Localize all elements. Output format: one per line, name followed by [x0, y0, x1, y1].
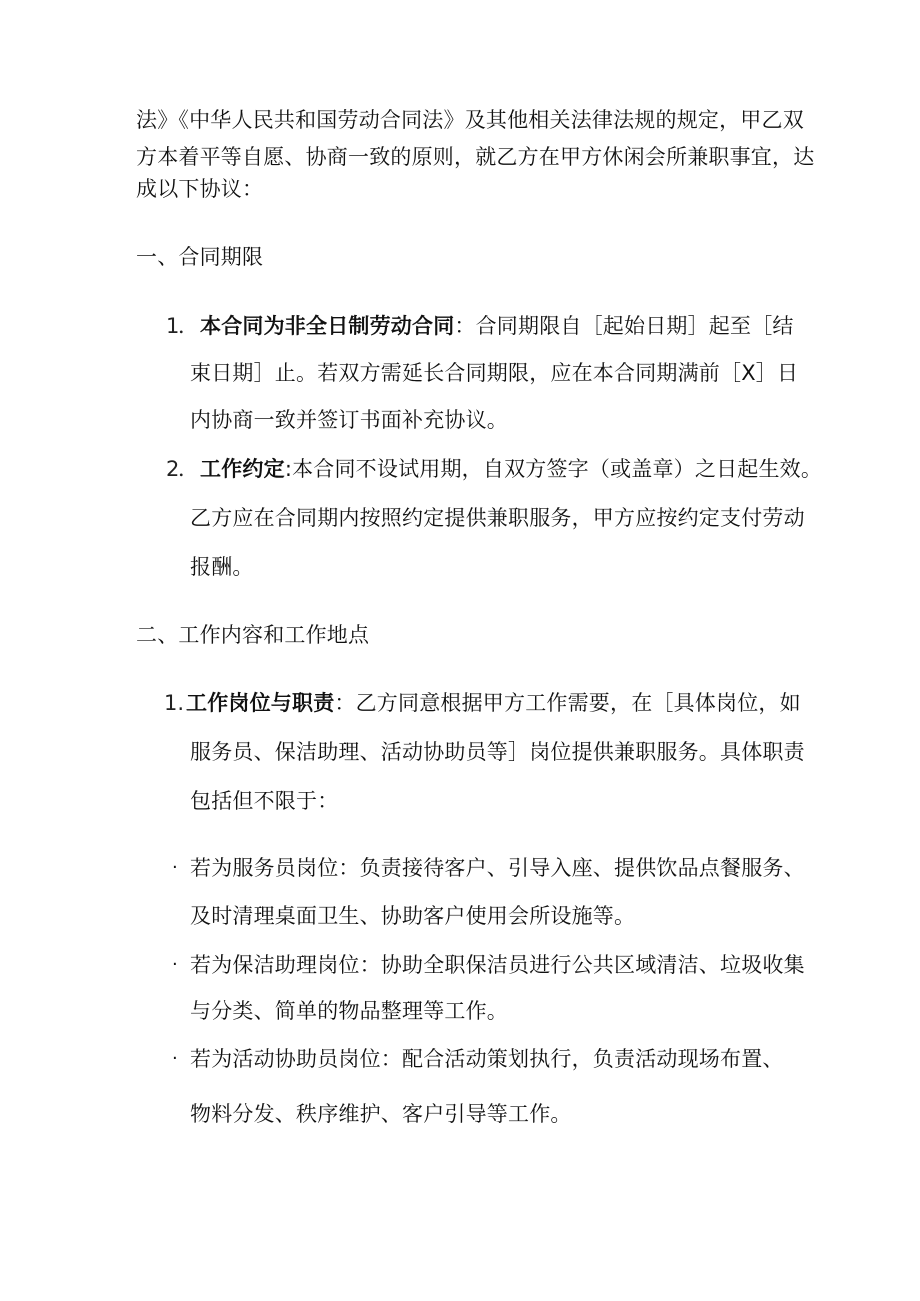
- bullet-3-marker: ·: [172, 1048, 178, 1069]
- bullet-2-line2: 与分类、简单的物品整理等工作。: [190, 999, 508, 1023]
- section1-item1-line2: 束日期］止。若双方需延长合同期限，应在本合同期满前［X］日: [190, 361, 799, 385]
- intro-line-1: 法》《中华人民共和国劳动合同法》及其他相关法律法规的规定，甲乙双: [136, 108, 804, 132]
- intro-line-2: 方本着平等自愿、协商一致的原则，就乙方在甲方休闲会所兼职事宜，达: [136, 145, 815, 169]
- section1-item2-line3: 报酬。: [190, 555, 254, 579]
- section1-item1-line3: 内协商一致并签订书面补充协议。: [190, 408, 508, 432]
- bullet-3-line2: 物料分发、秩序维护、客户引导等工作。: [190, 1102, 572, 1126]
- section1-item2-dot: ．: [178, 457, 199, 481]
- section2-item1-text: ：乙方同意根据甲方工作需要，在［具体岗位，如: [334, 691, 801, 715]
- intro-line-3: 成以下协议：: [136, 177, 264, 201]
- section2-item1-number: 1.: [164, 691, 185, 715]
- section1-item1-title: 本合同为非全日制劳动合同: [200, 314, 455, 338]
- section1-item1-dot: ．: [178, 314, 199, 338]
- section2-item1-line2: 服务员、保洁助理、活动协助员等］岗位提供兼职服务。具体职责: [190, 740, 805, 764]
- section2-item1-title: 工作岗位与职责: [186, 691, 335, 715]
- section2-heading: 二、工作内容和工作地点: [136, 623, 370, 647]
- bullet-1-line2: 及时清理桌面卫生、协助客户使用会所设施等。: [190, 904, 636, 928]
- bullet-1-marker: ·: [172, 857, 178, 878]
- section2-item1-line3: 包括但不限于：: [190, 789, 339, 813]
- section1-item2-text: :本合同不设试用期，自双方签字（或盖章）之日起生效。: [284, 457, 823, 481]
- bullet-2-marker: ·: [172, 954, 178, 975]
- bullet-1-line1: 若为服务员岗位：负责接待客户、引导入座、提供饮品点餐服务、: [190, 856, 805, 880]
- bullet-2-line1: 若为保洁助理岗位：协助全职保洁员进行公共区域清洁、垃圾收集: [190, 953, 805, 977]
- section1-heading: 一、合同期限: [136, 245, 264, 269]
- section1-item2-line1: [200, 455, 822, 483]
- section1-item2-number: 2: [166, 457, 180, 481]
- section1-item1-line1: [200, 312, 794, 340]
- section1-item2-title: 工作约定: [200, 457, 285, 481]
- section2-item1-line1: [186, 689, 801, 717]
- section1-item2-line2: 乙方应在合同期内按照约定提供兼职服务，甲方应按约定支付劳动: [190, 506, 805, 530]
- section1-item1-number: 1: [166, 314, 180, 338]
- section1-item1-text: ：合同期限自［起始日期］起至［结: [454, 314, 794, 338]
- bullet-3-line1: 若为活动协助员岗位：配合活动策划执行，负责活动现场布置、: [190, 1047, 784, 1071]
